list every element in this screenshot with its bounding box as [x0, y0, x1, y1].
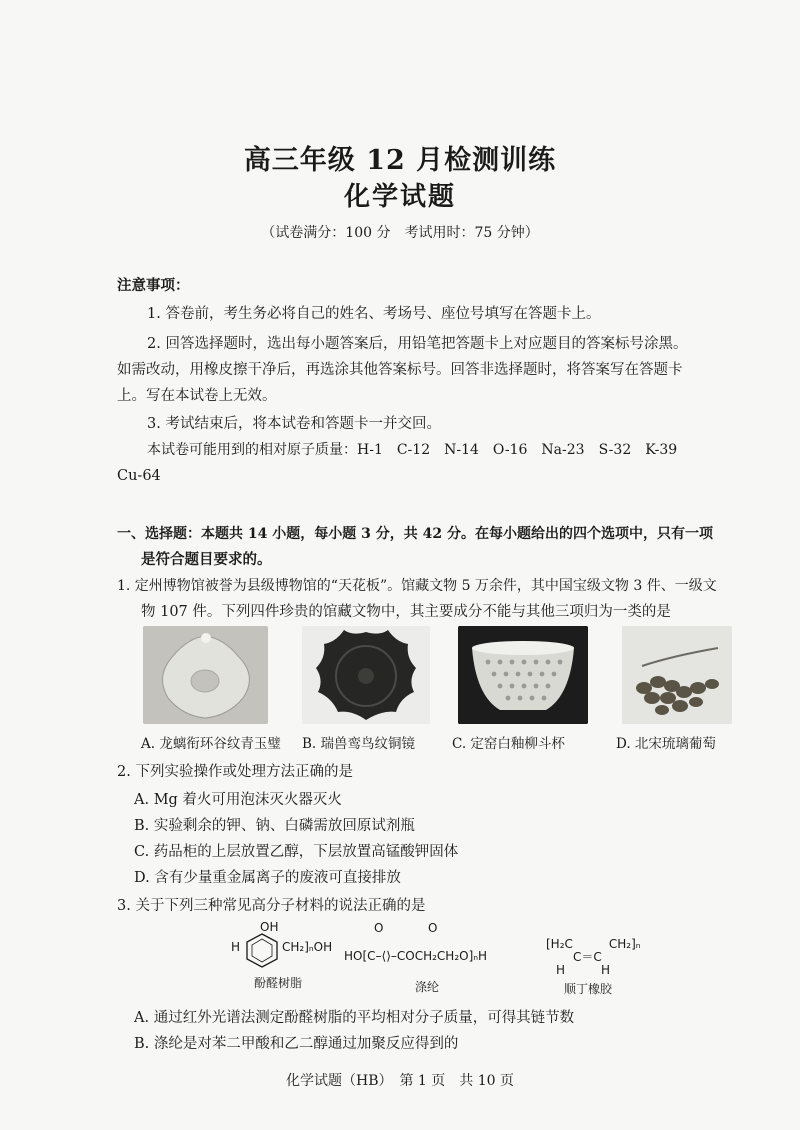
question-3-option-b: B. 涤纶是对苯二甲酸和乙二醇通过加聚反应得到的 [134, 1036, 459, 1052]
glass-grapes-photo [622, 626, 732, 724]
question-2-stem: 2. 下列实验操作或处理方法正确的是 [117, 764, 353, 780]
bronze-mirror-image [302, 626, 430, 724]
carbonyl-o-left: O [374, 921, 384, 935]
question-1-option-d: D. 北宋琉璃葡萄 [616, 736, 716, 752]
question-2-option-a: A. Mg 着火可用泡沫灭火器灭火 [134, 792, 342, 808]
glass-grapes-image [622, 626, 732, 724]
question-1-option-b: B. 瑞兽鸾鸟纹铜镜 [302, 736, 416, 752]
rubber-top-groups: [H₂C CH₂]ₙ [546, 937, 641, 951]
question-3-stem: 3. 关于下列三种常见高分子材料的说法正确的是 [117, 898, 426, 914]
subject-title: 化学试题 [343, 182, 456, 212]
atomic-masses-line-1: 本试卷可能用到的相对原子质量：H-1 C-12 N-14 O-16 Na-23 S-32 K-39 [147, 442, 678, 458]
section-1-heading-line-2: 是符合题目要求的。 [141, 551, 272, 568]
atomic-masses-line-2: Cu-64 [117, 468, 161, 484]
question-2-option-d: D. 含有少量重金属离子的废液可直接排放 [134, 870, 401, 886]
notice-item-2-line-3: 上。写在本试卷上无效。 [117, 388, 277, 404]
phenolic-right-group: CH₂]ₙOH [282, 940, 333, 954]
phenolic-resin-label: 酚醛树脂 [254, 976, 303, 990]
section-1-heading-line-1: 一、选择题：本题共 14 小题，每小题 3 分，共 42 分。在每小题给出的四个选项中，只有一项 [117, 526, 713, 542]
question-1-option-c: C. 定窑白釉柳斗杯 [452, 736, 565, 752]
white-glaze-cup-photo [458, 626, 588, 724]
notice-heading: 注意事项： [117, 277, 190, 294]
question-2-option-b: B. 实验剩余的钾、钠、白磷需放回原试剂瓶 [134, 818, 415, 834]
carbonyl-o-right: O [428, 921, 438, 935]
notice-item-2-line-2: 如需改动，用橡皮擦干净后，再选涂其他答案标号。回答非选择题时，将答案写在答题卡 [117, 362, 683, 378]
phenolic-left-bracket: H [231, 940, 241, 954]
question-2-option-c: C. 药品柜的上层放置乙醇，下层放置高锰酸钾固体 [134, 844, 459, 860]
rubber-label: 顺丁橡胶 [564, 982, 613, 996]
notice-item-2-line-1: 2. 回答选择题时，选出每小题答案后，用铅笔把答题卡上对应题目的答案标号涂黑。 [147, 336, 688, 352]
question-3-option-a: A. 通过红外光谱法测定酚醛树脂的平均相对分子质量，可得其链节数 [134, 1010, 575, 1026]
exam-title: 高三年级 12 月检测训练 [243, 145, 557, 176]
page-footer: 化学试题（HB） 第 1 页 共 10 页 [285, 1073, 515, 1089]
question-1-line-2: 物 107 件。下列四件珍贵的馆藏文物中，其主要成分不能与其他三项归为一类的是 [141, 604, 671, 620]
bronze-mirror-photo [302, 626, 430, 724]
question-1-line-1: 1. 定州博物馆被誉为县级博物馆的“天花板”。馆藏文物 5 万余件，其中国宝级文物 3 件、一级文 [117, 578, 717, 594]
polyester-formula: HO[C–⟨⟩–COCH₂CH₂O]ₙH [344, 949, 488, 963]
exam-info: （试卷满分：100 分 考试用时：75 分钟） [261, 225, 539, 241]
rubber-hydrogens: H H [556, 963, 611, 977]
white-glaze-cup-image [458, 626, 588, 724]
notice-item-1: 1. 答卷前，考生务必将自己的姓名、考场号、座位号填写在答题卡上。 [147, 306, 601, 322]
rubber-double-bond: C＝C [573, 950, 602, 964]
phenolic-oh: OH [260, 920, 279, 934]
polyester-label: 涤纶 [415, 980, 440, 994]
jade-bi-image [143, 626, 268, 724]
benzene-ring-icon [244, 932, 280, 970]
question-1-option-a: A. 龙螭衔环谷纹青玉璧 [141, 736, 281, 752]
notice-item-3: 3. 考试结束后，将本试卷和答题卡一并交回。 [147, 416, 441, 432]
jade-bi-photo [143, 626, 268, 724]
